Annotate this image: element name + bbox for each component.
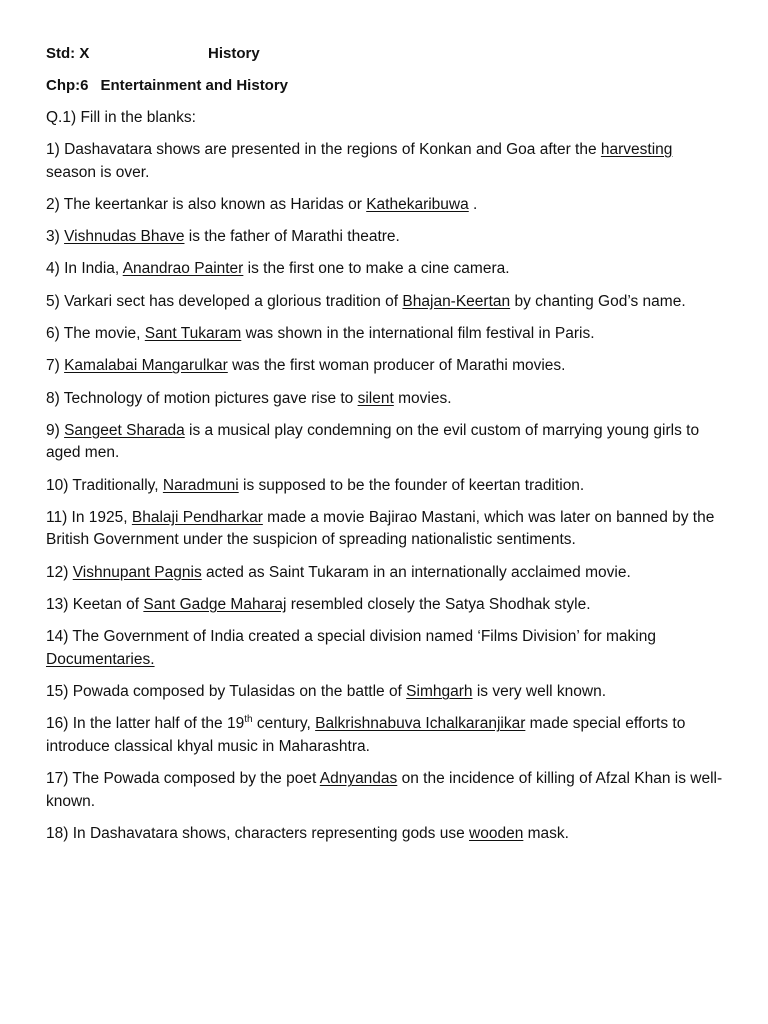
item-text-before: 15) Powada composed by Tulasidas on the battle of — [46, 683, 407, 701]
list-item — [46, 626, 726, 671]
item-text-after: is the first one to make a cine camera. — [243, 260, 510, 278]
ordinal-suffix: th — [244, 714, 253, 726]
list-item — [46, 681, 726, 704]
item-text-before: 11) In 1925, — [46, 508, 132, 526]
answer-blank: Documentaries. — [46, 650, 155, 668]
item-text-before: 17) The Powada composed by the poet — [46, 770, 320, 788]
answer-blank: Vishnupant Pagnis — [72, 563, 202, 581]
list-item — [46, 226, 726, 249]
item-text-before: 10) Traditionally, — [46, 476, 163, 494]
answer-blank: Balkrishnabuva Ichalkaranjikar — [315, 715, 526, 733]
item-text-before: 5) Varkari sect has developed a glorious tradition of — [46, 292, 403, 310]
item-text-after: made a movie Bajirao Mastani, which was later on banned by the British Government under the suspicion of spreading nationalistic sentiments. — [46, 508, 715, 549]
item-text-after: movies. — [393, 389, 452, 407]
list-item — [46, 507, 726, 552]
item-text-after: is supposed to be the founder of keertan tradition. — [238, 476, 585, 494]
list-item — [46, 388, 726, 411]
item-text-before: 4) In India, — [46, 260, 123, 278]
answer-blank: Anandrao Painter — [122, 260, 244, 278]
header-line — [46, 43, 726, 65]
item-text-after: on the incidence of killing of Afzal Khan is well-known. — [46, 770, 723, 810]
item-text-before: 18) In Dashavatara shows, characters representing gods use — [46, 825, 470, 843]
item-text-before: 13) Keetan of — [46, 596, 144, 614]
item-text-before: 1) Dashavatara shows are presented in the regions of Konkan and Goa after the — [46, 141, 601, 158]
answer-blank: Bhalaji Pendharkar — [131, 508, 263, 526]
answer-blank: Sangeet Sharada — [64, 421, 185, 439]
item-text-after: is very well known. — [472, 683, 607, 701]
answer-blank: Kamalabai Mangarulkar — [64, 357, 228, 375]
list-item — [46, 713, 726, 758]
item-text-before: 7) — [46, 357, 65, 375]
answer-blank: silent — [357, 389, 394, 407]
item-text-after: by chanting God’s name. — [510, 292, 686, 310]
answer-blank: Adnyandas — [319, 770, 398, 788]
item-text-after: season is over. — [46, 163, 150, 181]
item-text-after: was shown in the international film festival in Paris. — [241, 324, 595, 342]
item-text-before: 8) Technology of motion pictures gave rise to — [46, 389, 358, 407]
worksheet-page — [46, 43, 726, 855]
question-list — [46, 139, 726, 846]
item-text-after: is a musical play condemning on the evil custom of marrying young girls to aged men. — [46, 421, 700, 462]
list-item — [46, 768, 726, 813]
list-item — [46, 258, 726, 281]
subject-label: History — [208, 45, 260, 62]
item-text-before: 3) — [46, 228, 65, 246]
answer-blank: harvesting — [600, 141, 673, 158]
list-item — [46, 323, 726, 346]
answer-blank: wooden — [469, 825, 524, 843]
answer-blank: Simhgarh — [406, 683, 473, 701]
item-text-before: 12) — [46, 563, 73, 581]
answer-blank: Naradmuni — [162, 476, 239, 494]
item-text-before: 2) The keertankar is also known as Haridas or — [46, 195, 367, 213]
item-text-before-2: century, — [252, 715, 316, 733]
answer-blank: Sant Gadge Maharaj — [143, 596, 287, 614]
chapter-number: Chp:6 — [46, 77, 89, 94]
std-label: Std: X — [46, 45, 90, 62]
item-text-after: acted as Saint Tukaram in an internationally acclaimed movie. — [201, 563, 631, 581]
item-text-after: was the first woman producer of Marathi movies. — [227, 357, 566, 375]
list-item — [46, 594, 726, 617]
item-text-before: 16) In the latter half of the 19 — [46, 715, 245, 733]
item-text-after: resembled closely the Satya Shodhak style. — [286, 596, 591, 614]
chapter-line — [46, 75, 726, 97]
item-text-after: mask. — [523, 825, 569, 843]
item-text-before: 6) The movie, — [46, 324, 145, 342]
answer-blank: Sant Tukaram — [144, 324, 242, 342]
item-text-after: is the father of Marathi theatre. — [184, 228, 400, 246]
answer-blank: Vishnudas Bhave — [64, 228, 185, 246]
list-item — [46, 420, 726, 465]
list-item — [46, 139, 726, 184]
answer-blank: Bhajan-Keertan — [402, 292, 511, 310]
list-item — [46, 291, 726, 314]
list-item — [46, 194, 726, 217]
list-item — [46, 823, 726, 846]
item-text-before: 14) The Government of India created a special division named ‘Films Division’ for making — [46, 628, 656, 646]
list-item — [46, 355, 726, 378]
question-title: Q.1) Fill in the blanks: — [46, 109, 196, 126]
chapter-title: Entertainment and History — [100, 77, 289, 94]
list-item — [46, 475, 726, 498]
item-text-after: made special efforts to introduce classical khyal music in Maharashtra. — [46, 715, 686, 755]
item-text-after: . — [468, 195, 478, 213]
item-text-before: 9) — [46, 421, 65, 439]
answer-blank: Kathekaribuwa — [366, 195, 469, 213]
list-item — [46, 562, 726, 585]
